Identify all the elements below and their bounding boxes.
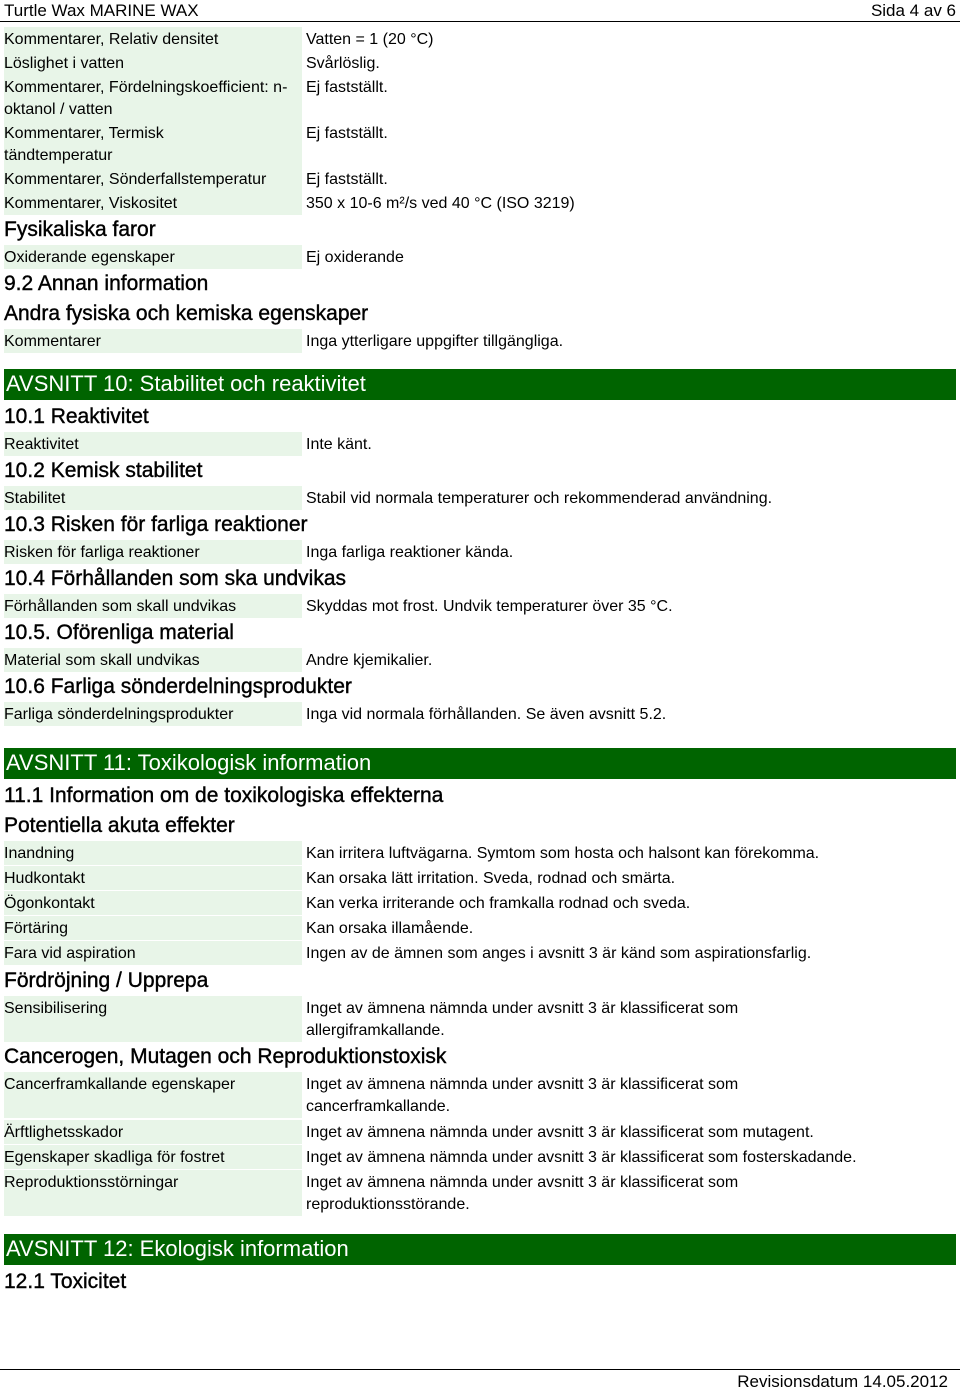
- property-row: [4, 245, 956, 269]
- property-label: Kommentarer, Relativ densitet: [4, 27, 302, 51]
- property-label: Cancerframkallande egenskaper: [4, 1072, 302, 1118]
- property-row: [4, 941, 956, 965]
- page-footer: [0, 1369, 960, 1393]
- property-row: [4, 594, 956, 618]
- property-value: Kan verka irriterande och framkalla rodnad och sveda.: [306, 895, 691, 912]
- property-row: [4, 648, 956, 672]
- property-label: Egenskaper skadliga för fostret: [4, 1145, 302, 1169]
- section-heading: 10.2 Kemisk stabilitet: [4, 459, 203, 482]
- property-value: Kan irritera luftvägarna. Symtom som hosta och halsont kan förekomma.: [306, 845, 820, 862]
- property-row: [4, 1170, 956, 1216]
- property-label: Risken för farliga reaktioner: [4, 540, 302, 564]
- property-row: [4, 540, 956, 564]
- property-row: [4, 167, 956, 191]
- property-row: [4, 891, 956, 915]
- property-label: [4, 121, 302, 167]
- property-label: Reproduktionsstörningar: [4, 1170, 302, 1216]
- property-label: Kommentarer: [4, 329, 302, 353]
- property-label: Oxiderande egenskaper: [4, 245, 302, 269]
- property-label: Ögonkontakt: [4, 891, 302, 915]
- section-heading: 10.4 Förhållanden som ska undvikas: [4, 567, 347, 590]
- property-row: [4, 916, 956, 940]
- section-10-bar: AVSNITT 10: Stabilitet och reaktivitet: [4, 369, 956, 400]
- property-value: Inget av ämnena nämnda under avsnitt 3 är klassificerat som reproduktionsstörande.: [306, 1174, 739, 1213]
- property-label: Löslighet i vatten: [4, 51, 302, 75]
- property-row: [4, 432, 956, 456]
- property-value: Ej fastställt.: [306, 171, 388, 188]
- property-row: [4, 866, 956, 890]
- property-value: Inga vid normala förhållanden. Se även avsnitt 5.2.: [306, 706, 667, 723]
- property-value: Kan orsaka illamående.: [306, 920, 474, 937]
- property-value: Stabil vid normala temperaturer och rekommenderad användning.: [306, 490, 773, 507]
- property-label: Förtäring: [4, 916, 302, 940]
- property-label: Hudkontakt: [4, 866, 302, 890]
- property-row: [4, 1145, 956, 1169]
- property-value: Inga ytterligare uppgifter tillgängliga.: [306, 333, 564, 350]
- property-row: [4, 1072, 956, 1118]
- section-12-bar: AVSNITT 12: Ekologisk information: [4, 1234, 956, 1265]
- property-value: Andre kjemikalier.: [306, 652, 433, 669]
- property-label: Sensibilisering: [4, 996, 302, 1042]
- property-value: Inget av ämnena nämnda under avsnitt 3 är klassificerat som allergiframkallande.: [306, 1000, 739, 1039]
- section-heading: 11.1 Information om de toxikologiska effekterna: [4, 784, 444, 807]
- property-value: Vatten = 1 (20 °C): [306, 31, 434, 48]
- property-row: [4, 702, 956, 726]
- section-heading: 9.2 Annan information: [4, 272, 209, 295]
- property-value: Ej oxiderande: [306, 249, 404, 266]
- property-row: [4, 996, 956, 1042]
- property-label: Reaktivitet: [4, 432, 302, 456]
- property-label: Kommentarer, Fördelningskoefficient: n-oktanol / vatten: [4, 75, 302, 121]
- property-value: Svårlöslig.: [306, 55, 380, 72]
- property-value: 350 x 10-6 m²/s ved 40 °C (ISO 3219): [306, 195, 575, 212]
- property-label: Förhållanden som skall undvikas: [4, 594, 302, 618]
- property-value: Ej fastställt.: [306, 125, 388, 142]
- section-heading: 10.1 Reaktivitet: [4, 405, 149, 428]
- section-heading: Fysikaliska faror: [4, 218, 156, 241]
- property-label: Kommentarer, Sönderfallstemperatur: [4, 167, 302, 191]
- property-row: [4, 191, 956, 215]
- document-body: [4, 27, 956, 1297]
- page-header: [0, 0, 960, 22]
- property-value: Inget av ämnena nämnda under avsnitt 3 är klassificerat som fosterskadande.: [306, 1149, 857, 1166]
- property-row: [4, 121, 956, 167]
- property-label: Material som skall undvikas: [4, 648, 302, 672]
- section-heading: 10.3 Risken för farliga reaktioner: [4, 513, 308, 536]
- revision-date: Revisionsdatum 14.05.2012: [737, 1372, 948, 1391]
- property-value: Skyddas mot frost. Undvik temperaturer över 35 °C.: [306, 598, 673, 615]
- property-row: [4, 841, 956, 865]
- property-label: Kommentarer, Viskositet: [4, 191, 302, 215]
- section-11-bar: AVSNITT 11: Toxikologisk information: [4, 748, 956, 779]
- property-label: Farliga sönderdelningsprodukter: [4, 702, 302, 726]
- property-row: [4, 75, 956, 121]
- document-title: Turtle Wax MARINE WAX: [4, 1, 199, 20]
- property-label: Ärftlighetsskador: [4, 1120, 302, 1144]
- page-number: Sida 4 av 6: [870, 1, 956, 20]
- property-value: Inget av ämnena nämnda under avsnitt 3 är klassificerat som mutagent.: [306, 1124, 814, 1141]
- property-value: Inte känt.: [306, 436, 372, 453]
- property-value: Kan orsaka lätt irritation. Sveda, rodnad och smärta.: [306, 870, 676, 887]
- property-label: Inandning: [4, 841, 302, 865]
- property-label: Fara vid aspiration: [4, 941, 302, 965]
- property-row: [4, 329, 956, 353]
- section-subheading: Potentiella akuta effekter: [4, 814, 235, 837]
- property-value: Ej fastställt.: [306, 79, 388, 96]
- property-label-text: Kommentarer, Termisk tändtemperatur: [4, 125, 164, 164]
- property-value: Ingen av de ämnen som anges i avsnitt 3 är känd som aspirationsfarlig.: [306, 945, 812, 962]
- property-row: [4, 1120, 956, 1144]
- section-subheading: Andra fysiska och kemiska egenskaper: [4, 302, 369, 325]
- property-row: [4, 486, 956, 510]
- section-subheading: Cancerogen, Mutagen och Reproduktionstoxisk: [4, 1045, 447, 1068]
- section-heading: 10.6 Farliga sönderdelningsprodukter: [4, 675, 352, 698]
- section-heading: 12.1 Toxicitet: [4, 1270, 127, 1293]
- section-subheading: Fördröjning / Upprepa: [4, 969, 209, 992]
- property-row: [4, 51, 956, 75]
- property-value: Inga farliga reaktioner kända.: [306, 544, 514, 561]
- property-label: Stabilitet: [4, 486, 302, 510]
- section-heading: 10.5. Oförenliga material: [4, 621, 234, 644]
- property-value: Inget av ämnena nämnda under avsnitt 3 är klassificerat som cancerframkallande.: [306, 1076, 739, 1115]
- property-row: [4, 27, 956, 51]
